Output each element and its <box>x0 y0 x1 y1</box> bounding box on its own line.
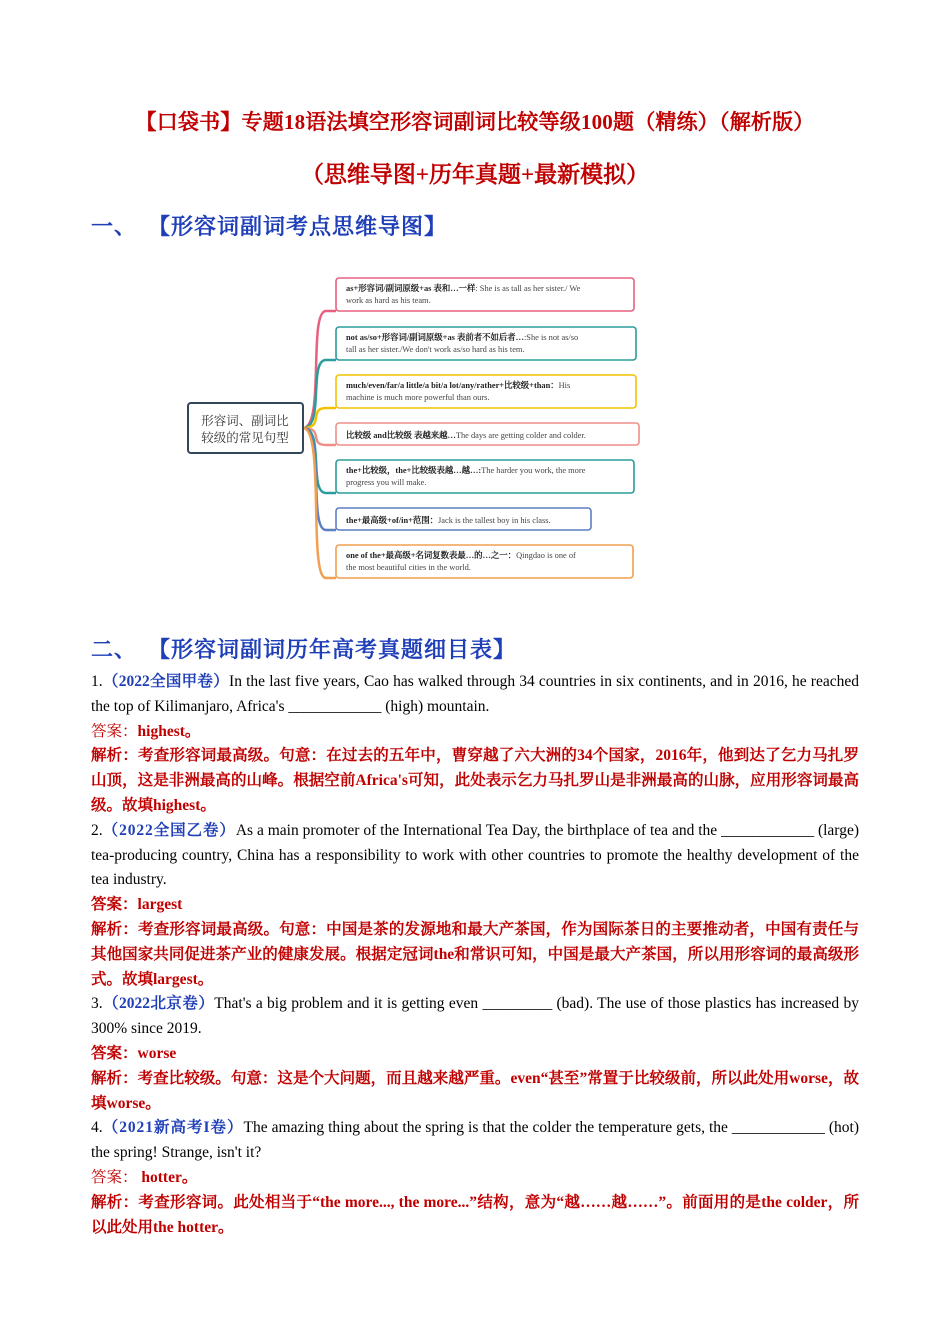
section-number: 一、 <box>91 215 138 240</box>
mindmap-node-text: machine is much more powerful than ours. <box>346 393 490 402</box>
question-source: （2022全国乙卷） <box>102 821 236 839</box>
questions-list <box>91 670 859 1240</box>
document-subtitle: （思维导图+历年真题+最新模拟） <box>300 162 650 187</box>
answer-value: highest。 <box>137 722 201 740</box>
mindmap-center-text-2: 较级的常见句型 <box>201 430 289 445</box>
answer-value: hotter。 <box>137 1168 198 1186</box>
answer-label: 答案： <box>91 1044 138 1062</box>
mindmap-node-box <box>336 278 634 311</box>
mind-map <box>186 272 646 584</box>
document-title: 【口袋书】专题18语法填空形容词副词比较等级100题（精练）（解析版） <box>135 110 815 134</box>
answer-label: 答案： <box>91 896 138 914</box>
answer-2 <box>91 893 859 918</box>
mindmap-node-text: progress you will make. <box>346 478 427 487</box>
mindmap-node-text: tall as her sister./We don't work as/so hard as his tem. <box>346 345 525 354</box>
mindmap-node-text: work as hard as his team. <box>346 296 431 305</box>
question-number: 4. <box>91 1119 103 1137</box>
explanation-3: 解析：考查比较级。句意：这是个大问题，而且越来越严重。even“甚至”常置于比较级前，所以此处用worse，故填worse。 <box>91 1069 859 1112</box>
question-stem: The amazing thing about the spring is that the colder the temperature gets, the ____________ (hot) the spring! Strange, isn't it? <box>91 1119 859 1162</box>
mindmap-node-text: as+形容词/副词原级+as 表和…一样: She is as tall as her sister./ We <box>346 284 581 293</box>
answer-label: 答案： <box>91 1168 138 1186</box>
section-title: 【形容词副词历年高考真题细目表】 <box>159 638 517 663</box>
section-title: 【形容词副词考点思维导图】 <box>159 215 448 240</box>
mindmap-branch <box>303 360 336 428</box>
answer-4 <box>91 1166 859 1191</box>
mindmap-node-box <box>336 545 633 578</box>
mindmap-node-text: the most beautiful cities in the world. <box>346 563 471 572</box>
mindmap-node-text: 比较级 and比较级 表越来越…The days are getting colder and colder. <box>346 431 586 440</box>
question-4 <box>91 1116 859 1166</box>
question-stem: That's a big problem and it is getting even _________ (bad). The use of those plastics has increased by 300% since 2019. <box>91 995 859 1038</box>
mindmap-node-text: much/even/far/a little/a bit/a lot/any/rather+比较级+than：His <box>346 381 571 390</box>
question-stem: In the last five years, Cao has walked through 34 countries in six continents, and in 2016, he reached the top of Kilimanjaro, Africa's ____________ (high) mountain. <box>91 673 859 715</box>
explanation-2: 解析：考查形容词最高级。句意：中国是茶的发源地和最大产茶国，作为国际茶日的主要推动者，中国有责任与其他国家共同促进茶产业的健康发展。根据定冠词the和常识可知，中国是最大产茶国，所以用形容词的最高级形式。故填largest。 <box>91 920 859 988</box>
answer-3 <box>91 1042 859 1067</box>
explanation-4: 解析：考查形容词。此处相当于“the more..., the more...”结构，意为“越……越……”。前面用的是the colder，所以此处用the hotter。 <box>91 1193 859 1236</box>
question-number: 3. <box>91 995 103 1013</box>
question-2 <box>91 819 859 893</box>
mindmap-node-text: the+比较级，the+比较级表越…越…:The harder you work, the more <box>346 466 586 475</box>
mindmap-node-box <box>336 375 636 408</box>
mindmap-branch <box>303 428 336 578</box>
answer-value: worse <box>137 1044 177 1062</box>
mindmap-center-text-1: 形容词、副词比 <box>201 413 289 428</box>
question-source: （2021新高考I卷） <box>102 1119 244 1137</box>
answer-label: 答案： <box>91 722 138 740</box>
mindmap-node-text: the+最高级+of/in+范围：Jack is the tallest boy in his class. <box>346 516 551 525</box>
question-3 <box>91 992 859 1042</box>
question-1 <box>91 670 859 720</box>
section-heading-table <box>91 633 516 664</box>
mindmap-node-box <box>336 460 634 493</box>
question-number: 2. <box>91 821 103 839</box>
mindmap-center-node <box>188 403 303 453</box>
question-stem: As a main promoter of the International Tea Day, the birthplace of tea and the ____________ (large) tea-producing country, China has a responsibility to work with other countries to promote the healthy development of the tea industry. <box>91 821 859 889</box>
question-source: （2022全国甲卷） <box>102 673 230 690</box>
mindmap-node-text: not as/so+形容词/副词原级+as 表前者不如后者…:She is not as/so <box>346 333 579 342</box>
section-heading-mindmap <box>91 210 447 241</box>
question-number: 1. <box>91 673 103 690</box>
answer-1 <box>91 720 859 745</box>
mindmap-node-box <box>336 327 636 360</box>
section-number: 二、 <box>91 638 138 663</box>
mindmap-branch <box>303 428 336 493</box>
question-source: （2022北京卷） <box>102 995 215 1013</box>
explanation-1: 解析：考查形容词最高级。句意：在过去的五年中，曹穿越了六大洲的34个国家，2016年，他到达了乞力马扎罗山顶，这是非洲最高的山峰。根据空前Africa's可知，此处表示乞力马扎罗山是非洲最高的山脉，应用形容词最高级。故填highest。 <box>91 747 859 814</box>
mindmap-node-text: one of the+最高级+名词复数表最…的…之一：Qingdao is one of <box>346 551 576 560</box>
answer-value: largest <box>137 896 183 914</box>
